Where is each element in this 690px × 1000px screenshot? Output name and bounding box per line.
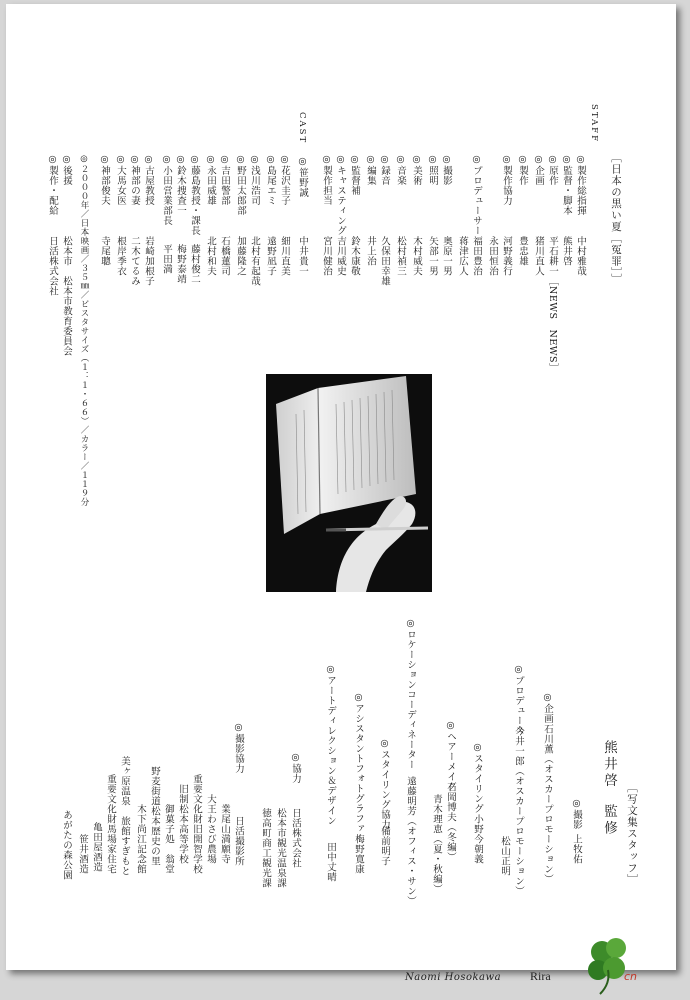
shoot-cooperation-item: 重要文化財旧開智学校 (191, 774, 202, 874)
staff-role: ◎音楽 (395, 154, 406, 186)
staff-role: ◎録音 (379, 154, 390, 186)
photo-staff-name: 梅野寛康 (353, 834, 364, 874)
staff-name: 木村威夫 (411, 236, 422, 276)
cast-role: ◎笹野誠 (297, 156, 308, 198)
cast-role: ◎鈴木捜査一 (175, 154, 186, 216)
shoot-cooperation-item: 野麦街道松本歴史の里 (149, 766, 160, 866)
staff-role: ◎監督補 (349, 154, 360, 196)
staff-header: STAFF (589, 104, 599, 143)
photo-staff-role: ◎撮影 (571, 798, 582, 830)
photo-staff-name: 遠藤明芳（オフィス・サン） (405, 776, 416, 906)
photo-staff-extra: 青木理恵（夏・秋編） (431, 794, 442, 894)
photo-staff-name: 田中丈晴 (325, 842, 336, 882)
logo-text: cn (624, 970, 638, 983)
cast-role: ◎吉田警部 (219, 154, 230, 206)
shoot-cooperation-item: 業尾山満願寺 (219, 804, 230, 864)
staff-role: ◎キャスティング (335, 154, 346, 236)
supervisor-role: 監修 (601, 804, 617, 837)
photo-book-title: ［写文集スタッフ］ (626, 782, 638, 886)
cast-name: 細川直美 (279, 236, 290, 276)
cast-name: 北村和夫 (205, 236, 216, 276)
staff-role: ◎美術 (411, 154, 422, 186)
staff-role: ◎プロデューサー (471, 154, 482, 236)
staff-role: ◎撮影 (441, 154, 452, 186)
support-role: ◎製作・配給 (47, 154, 58, 216)
cast-name: 岩崎加根子 (143, 236, 154, 286)
photo-staff-name: 石岡博夫（冬編） (445, 782, 456, 862)
staff-name: 中村雅哉 (575, 236, 586, 276)
cast-role: ◎神部俊夫 (99, 154, 110, 206)
cooperation-header: ◎協力 (290, 752, 301, 784)
cast-name: 二木てるみ (129, 236, 140, 286)
cast-role: ◎神部の妻 (129, 154, 140, 206)
photo-staff-name: 今井一郎（オスカープロモーション） (513, 726, 524, 896)
shoot-cooperation-item: 亀田屋酒造 (91, 822, 102, 872)
cooperation-item: 松本市観光温泉課 (275, 808, 286, 888)
staff-role: ◎製作 (517, 154, 528, 186)
cast-role: ◎島尾エミ (265, 154, 276, 206)
staff-role: ◎監督・脚本 (561, 154, 572, 216)
photo-staff-role: ◎企画 (542, 692, 553, 724)
cast-role: ◎花沢圭子 (279, 154, 290, 206)
staff-name: 奥原一男 (441, 236, 452, 276)
shoot-cooperation-item: あがたの森公園 (61, 810, 72, 880)
cast-role: ◎藤島教授・課長 (189, 154, 200, 236)
cast-name: 寺尾聰 (99, 236, 110, 266)
staff-name: 松村禎三 (395, 236, 406, 276)
staff-name: 河野義行 (501, 236, 512, 276)
cast-name: 中井貴一 (297, 236, 308, 276)
photo-staff-role: ◎アートディレクション＆デザイン (325, 664, 336, 826)
staff-name: 豊忠雄 (517, 236, 528, 266)
photo-staff-role: ◎アシスタントフォトグラファー (353, 692, 364, 844)
cast-name: 藤村俊二 (189, 244, 200, 284)
staff-role: ◎製作協力 (501, 154, 512, 206)
staff-name: 久保田幸雄 (379, 236, 390, 286)
staff-name: 永田恒治 (487, 236, 498, 276)
cast-role: ◎大馬女医 (115, 154, 126, 206)
shoot-cooperation-item: 重要文化財馬場家住宅 (105, 774, 116, 874)
staff-role: ◎企画 (533, 154, 544, 186)
staff-name: 鈴木康敬 (349, 236, 360, 276)
staff-role: ◎製作担当 (321, 154, 332, 206)
shoot-cooperation-item: 旧制松本高等学校 (177, 784, 188, 864)
shoot-cooperation-item: 木下尚江記念館 (135, 804, 146, 874)
photo-staff-role: ◎スタイリング協力 (379, 738, 390, 830)
cast-name: 平田満 (161, 244, 172, 274)
staff-name: 猪川直人 (533, 236, 544, 276)
photo-staff-name: 小野今朝義 (472, 814, 483, 864)
staff-name: 吉川威史 (335, 236, 346, 276)
photo-staff-role: ◎スタイリング (472, 742, 483, 814)
document-page (6, 4, 676, 970)
staff-name: 福田豊治 (471, 236, 482, 276)
shoot-cooperation-header: ◎撮影協力 (233, 722, 244, 774)
staff-name: 熊井啓 (561, 236, 572, 266)
support-name: 日活株式会社 (47, 236, 58, 296)
staff-role: ◎製作総指揮 (575, 154, 586, 216)
book-hand-illustration (266, 374, 432, 592)
clover-logo-icon (580, 936, 660, 996)
shoot-cooperation-item: 御菓子処 翁堂 (163, 804, 174, 874)
staff-name: 井上治 (365, 236, 376, 266)
support-name: 松本市 松本市教育委員会 (61, 236, 72, 356)
cast-role: ◎古屋教授 (143, 154, 154, 206)
staff-role: ◎照明 (427, 154, 438, 186)
cast-name: 遠野凪子 (265, 236, 276, 276)
photo-staff-role: ◎プロデュース (513, 664, 524, 736)
cast-role: ◎小田営業部長 (161, 154, 172, 226)
book-hand-photo (266, 374, 432, 592)
staff-name: 宮川健治 (321, 236, 332, 276)
shoot-cooperation-item: 日活撮影所 (233, 816, 244, 866)
photo-staff-name: 上牧佑 (571, 834, 582, 864)
staff-name: 矢部一男 (427, 236, 438, 276)
film-info: ◎２０００年／日本映画／３５㎜／ビスタサイズ（１：１・６６）／カラー／１１９分 (79, 154, 89, 507)
support-role: ◎後援 (61, 154, 72, 186)
photo-staff-role: ◎ヘアーメイク (445, 720, 456, 792)
cast-name: 加藤隆之 (235, 236, 246, 276)
photo-staff-role: ◎ロケーションコーディネーター (405, 618, 416, 770)
cooperation-item: 徳高町商工観光課 (260, 808, 271, 888)
photo-staff-name: 備前明子 (379, 826, 390, 866)
cast-role: ◎浅川浩司 (249, 154, 260, 206)
cast-name: 根岸季衣 (115, 236, 126, 276)
staff-name: 蒋津広人 (457, 236, 468, 276)
brand-rira: Rira (530, 969, 551, 983)
staff-role: ◎編集 (365, 154, 376, 186)
supervisor-name: 熊井啓 (601, 740, 617, 790)
cast-header: CAST (297, 112, 307, 145)
cast-name: 梅野泰靖 (175, 244, 186, 284)
shoot-cooperation-item: 美ヶ原温泉 旅館すぎもと (119, 756, 130, 876)
shoot-cooperation-item: 大王わさび農場 (205, 794, 216, 864)
photo-staff-name: 石川薫（オスカープロモーション） (542, 724, 553, 884)
photo-staff-extra: 松山正明 (499, 836, 510, 876)
shoot-cooperation-item: 笹井酒造 (77, 834, 88, 874)
cast-role: ◎野田太郎部 (235, 154, 246, 216)
staff-name: 平石耕一［NEWS NEWS］ (547, 236, 558, 374)
cast-role: ◎永田威雄 (205, 154, 216, 206)
cooperation-item: 日活株式会社 (290, 808, 301, 868)
staff-title: ［日本の黒い夏［冤罪］］ (610, 152, 622, 285)
cast-name: 北村有起哉 (249, 236, 260, 286)
photographer-signature: Naomi Hosokawa (405, 972, 502, 983)
cast-name: 石橋蓮司 (219, 236, 230, 276)
staff-role: ◎原作 (547, 154, 558, 186)
